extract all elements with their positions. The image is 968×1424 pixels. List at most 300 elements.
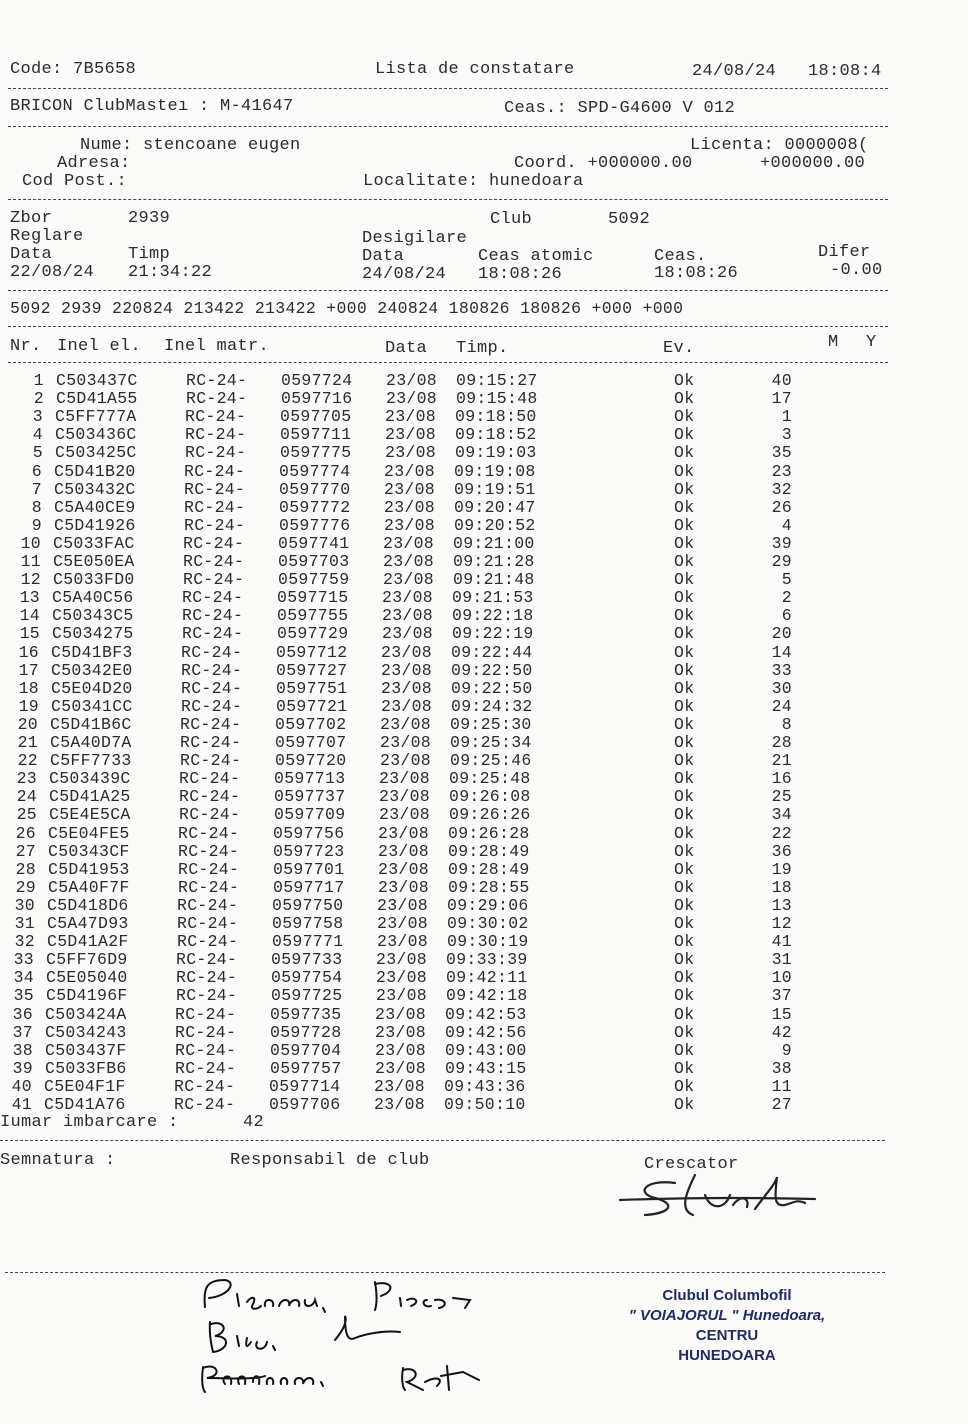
row-21-date: 23/08: [380, 733, 432, 752]
row-30-matr: 0597750: [272, 895, 344, 915]
difference-label: Difer: [818, 243, 871, 262]
row-29-ev: Ok: [674, 877, 695, 897]
row-20-m: 8: [781, 714, 792, 734]
row-17-ev: Ok: [674, 660, 695, 680]
row-25-m: 34: [771, 805, 792, 825]
row-6-ev: Ok: [674, 461, 695, 481]
row-6-date: 23/08: [384, 461, 436, 481]
row-30-inel-el: C5D418D6: [47, 895, 129, 915]
row-21-series: RC-24-: [180, 733, 242, 752]
locality: Localitate: hunedoara: [363, 172, 584, 191]
row-5-nr: 5: [32, 443, 43, 463]
row-3-time: 09:18:50: [455, 407, 537, 427]
row-37-m: 42: [771, 1022, 792, 1042]
row-10-m: 39: [771, 533, 792, 553]
row-5-matr: 0597775: [280, 443, 352, 463]
row-32-ev: Ok: [674, 932, 695, 952]
row-33-nr: 33: [13, 950, 34, 970]
row-26-date: 23/08: [378, 823, 430, 843]
row-18-inel-el: C5E04D20: [51, 678, 133, 698]
row-32-nr: 32: [14, 932, 35, 952]
row-15-nr: 15: [19, 624, 40, 644]
row-32-m: 41: [771, 932, 792, 952]
row-22-ev: Ok: [674, 751, 695, 771]
row-14-series: RC-24-: [182, 606, 244, 626]
row-41-inel-el: C5D41A76: [44, 1095, 126, 1114]
row-8-inel-el: C5A40CE9: [54, 497, 136, 517]
address-label: Adresa:: [57, 154, 131, 173]
divider: [8, 290, 888, 291]
row-19-matr: 0597721: [276, 696, 348, 716]
row-31-ev: Ok: [674, 914, 695, 933]
row-40-date: 23/08: [374, 1076, 426, 1096]
row-6-time: 09:19:08: [454, 461, 536, 481]
row-34-inel-el: C5E05040: [46, 968, 128, 988]
row-19-nr: 19: [18, 696, 39, 716]
row-40-series: RC-24-: [174, 1076, 236, 1096]
atomic-clock-label: Ceas atomic: [478, 247, 594, 266]
row-37-inel-el: C5034243: [45, 1022, 127, 1042]
row-40-ev: Ok: [674, 1076, 695, 1096]
row-25-ev: Ok: [674, 805, 695, 825]
row-23-time: 09:25:48: [449, 769, 531, 789]
row-17-matr: 0597727: [276, 660, 348, 680]
row-4-matr: 0597711: [280, 425, 352, 445]
row-22-matr: 0597720: [275, 751, 347, 771]
col-header-data: Data: [385, 339, 428, 358]
row-18-nr: 18: [18, 678, 39, 698]
row-17-m: 33: [771, 660, 792, 680]
row-38-date: 23/08: [375, 1040, 427, 1060]
row-21-ev: Ok: [674, 733, 695, 752]
row-1-matr: 0597724: [281, 371, 353, 390]
row-18-ev: Ok: [674, 678, 695, 698]
row-4-time: 09:18:52: [455, 425, 537, 445]
row-10-series: RC-24-: [183, 533, 245, 553]
row-8-date: 23/08: [384, 497, 436, 517]
row-28-inel-el: C5D41953: [48, 859, 130, 879]
row-37-nr: 37: [12, 1022, 33, 1042]
row-7-m: 32: [771, 479, 792, 499]
col-header-inel-el: Inel el.: [57, 337, 142, 356]
row-23-nr: 23: [16, 769, 37, 789]
row-5-time: 09:19:03: [455, 443, 537, 463]
row-1-nr: 1: [33, 371, 44, 390]
col-header-m: M: [828, 333, 839, 352]
row-33-ev: Ok: [674, 950, 695, 970]
row-18-matr: 0597751: [276, 678, 348, 698]
row-39-ev: Ok: [674, 1058, 695, 1078]
row-9-ev: Ok: [674, 515, 695, 535]
row-38-inel-el: C503437F: [45, 1040, 127, 1060]
print-date: 24/08/24: [692, 62, 777, 81]
row-25-nr: 25: [16, 805, 37, 825]
club-label: Club: [490, 210, 533, 229]
row-10-matr: 0597741: [278, 533, 350, 553]
col-header-inel-matr: Inel matr.: [164, 337, 270, 356]
reglare-time-label: Timp: [128, 245, 171, 264]
row-12-date: 23/08: [383, 570, 435, 590]
row-39-matr: 0597757: [270, 1058, 342, 1078]
row-34-m: 10: [771, 968, 792, 988]
row-29-m: 18: [771, 877, 792, 897]
row-7-matr: 0597770: [279, 479, 351, 499]
row-24-m: 25: [771, 787, 792, 807]
row-2-nr: 2: [33, 389, 44, 409]
row-38-nr: 38: [12, 1040, 33, 1060]
row-17-nr: 17: [18, 660, 39, 680]
row-13-nr: 13: [19, 588, 40, 608]
row-4-nr: 4: [32, 425, 43, 445]
row-20-inel-el: C5D41B6C: [50, 714, 132, 734]
device-label: BRICON ClubMasteı : M-41647: [10, 97, 294, 116]
row-36-inel-el: C503424A: [45, 1004, 127, 1024]
row-20-series: RC-24-: [180, 714, 242, 734]
row-19-inel-el: C50341CC: [51, 696, 133, 716]
row-6-matr: 0597774: [279, 461, 351, 481]
row-24-time: 09:26:08: [449, 787, 531, 807]
row-21-matr: 0597707: [275, 733, 347, 752]
row-28-nr: 28: [15, 859, 36, 879]
print-time: 18:08:4: [808, 62, 882, 81]
row-7-nr: 7: [31, 479, 42, 499]
row-16-matr: 0597712: [276, 642, 348, 662]
row-16-inel-el: C5D41BF3: [51, 642, 133, 662]
clock-label: Ceas.: SPD-G4600 V 012: [504, 99, 736, 118]
row-35-inel-el: C5D4196F: [46, 986, 128, 1006]
signature-label: Semnatura :: [0, 1151, 116, 1170]
row-39-inel-el: C5033FB6: [45, 1058, 127, 1078]
row-13-series: RC-24-: [182, 588, 244, 608]
row-9-date: 23/08: [384, 515, 436, 535]
row-13-date: 23/08: [382, 588, 434, 608]
row-28-time: 09:28:49: [448, 859, 530, 879]
row-33-series: RC-24-: [176, 950, 238, 970]
row-40-m: 11: [771, 1076, 792, 1096]
row-31-time: 09:30:02: [447, 914, 529, 933]
row-30-series: RC-24-: [177, 895, 239, 915]
row-8-matr: 0597772: [279, 497, 351, 517]
flight-number: 2939: [128, 209, 171, 228]
row-10-inel-el: C5033FAC: [53, 533, 135, 553]
total-pigeons-value: 42: [243, 1113, 265, 1132]
row-32-matr: 0597771: [272, 932, 344, 952]
row-36-date: 23/08: [375, 1004, 427, 1024]
row-32-date: 23/08: [377, 932, 429, 952]
row-23-m: 16: [771, 769, 792, 789]
row-22-m: 21: [771, 751, 792, 771]
row-35-m: 37: [771, 986, 792, 1006]
code-label: Code: 7B5658: [10, 60, 137, 79]
row-14-m: 6: [781, 606, 792, 626]
row-7-ev: Ok: [674, 479, 695, 499]
row-31-date: 23/08: [377, 914, 429, 933]
row-2-matr: 0597716: [281, 389, 353, 409]
row-5-inel-el: C503425C: [55, 443, 137, 463]
divider: [8, 326, 888, 327]
row-10-time: 09:21:00: [453, 533, 535, 553]
stamp-line-3: CENTRU: [695, 1327, 759, 1344]
row-26-nr: 26: [15, 823, 36, 843]
row-3-nr: 3: [32, 407, 43, 427]
row-40-matr: 0597714: [269, 1076, 341, 1096]
row-24-ev: Ok: [674, 787, 695, 807]
row-41-matr: 0597706: [269, 1095, 341, 1114]
row-35-matr: 0597725: [271, 986, 343, 1006]
row-34-date: 23/08: [376, 968, 428, 988]
col-header-nr: Nr.: [10, 337, 42, 356]
row-5-m: 35: [771, 443, 792, 463]
row-40-nr: 40: [11, 1076, 32, 1096]
licence-number: Licenta: 0000008(: [690, 136, 869, 155]
row-37-series: RC-24-: [175, 1022, 237, 1042]
row-9-m: 4: [781, 515, 792, 535]
row-11-time: 09:21:28: [453, 552, 535, 571]
row-30-ev: Ok: [674, 895, 695, 915]
row-4-inel-el: C503436C: [55, 425, 137, 445]
row-37-matr: 0597728: [270, 1022, 342, 1042]
row-38-series: RC-24-: [175, 1040, 237, 1060]
row-22-time: 09:25:46: [450, 751, 532, 771]
row-24-date: 23/08: [379, 787, 431, 807]
row-20-date: 23/08: [380, 714, 432, 734]
row-29-inel-el: C5A40F7F: [48, 877, 130, 897]
row-33-date: 23/08: [376, 950, 428, 970]
row-26-matr: 0597756: [273, 823, 345, 843]
col-header-ev: Ev.: [663, 339, 695, 358]
row-19-date: 23/08: [381, 696, 433, 716]
col-header-y: Y: [866, 333, 877, 352]
row-8-series: RC-24-: [184, 497, 246, 517]
row-19-m: 24: [771, 696, 792, 716]
row-18-time: 09:22:50: [451, 678, 533, 698]
divider: [8, 126, 888, 127]
row-34-time: 09:42:11: [446, 968, 528, 988]
row-3-m: 1: [781, 407, 792, 427]
row-7-date: 23/08: [384, 479, 436, 499]
reglare-label: Reglare: [10, 227, 84, 246]
row-2-inel-el: C5D41A55: [56, 389, 138, 409]
summary-code-line: 5092 2939 220824 213422 213422 +000 240824 180826 180826 +000 +000: [10, 299, 684, 318]
owner-name: Nume: stencoane eugen: [80, 136, 301, 155]
row-14-nr: 14: [19, 606, 40, 626]
row-9-nr: 9: [31, 515, 42, 535]
row-40-inel-el: C5E04F1F: [44, 1076, 126, 1096]
row-8-m: 26: [771, 497, 792, 517]
row-28-date: 23/08: [378, 859, 430, 879]
row-16-series: RC-24-: [181, 642, 243, 662]
row-3-date: 23/08: [385, 407, 437, 427]
row-29-date: 23/08: [378, 877, 430, 897]
row-12-ev: Ok: [674, 570, 695, 590]
row-29-nr: 29: [15, 877, 36, 897]
row-31-matr: 0597758: [272, 914, 344, 933]
row-29-time: 09:28:55: [448, 877, 530, 897]
row-29-series: RC-24-: [178, 877, 240, 897]
row-25-date: 23/08: [379, 805, 431, 825]
row-18-date: 23/08: [381, 678, 433, 698]
row-20-matr: 0597702: [275, 714, 347, 734]
row-3-series: RC-24-: [185, 407, 247, 427]
row-35-nr: 35: [13, 986, 34, 1006]
row-14-date: 23/08: [382, 606, 434, 626]
row-36-ev: Ok: [674, 1004, 695, 1024]
row-11-inel-el: C5E050EA: [53, 552, 135, 571]
row-31-nr: 31: [14, 914, 35, 933]
row-3-inel-el: C5FF777A: [55, 407, 137, 427]
divider: [8, 199, 888, 200]
row-27-m: 36: [771, 841, 792, 861]
row-28-m: 19: [771, 859, 792, 879]
club-officials-label: Responsabil de club: [230, 1151, 430, 1170]
row-37-ev: Ok: [674, 1022, 695, 1042]
row-19-series: RC-24-: [181, 696, 243, 716]
document-title: Lista de constatare: [375, 60, 575, 79]
row-35-time: 09:42:18: [446, 986, 528, 1006]
row-36-matr: 0597735: [270, 1004, 342, 1024]
col-header-timp: Timp.: [456, 339, 509, 358]
row-5-date: 23/08: [385, 443, 437, 463]
row-22-series: RC-24-: [180, 751, 242, 771]
row-2-series: RC-24-: [186, 389, 248, 409]
row-26-inel-el: C5E04FE5: [48, 823, 130, 843]
row-14-time: 09:22:18: [452, 606, 534, 626]
row-25-inel-el: C5E4E5CA: [49, 805, 131, 825]
row-16-m: 14: [771, 642, 792, 662]
row-2-ev: Ok: [674, 389, 695, 409]
row-19-time: 09:24:32: [451, 696, 533, 716]
row-9-inel-el: C5D41926: [54, 515, 136, 535]
row-19-ev: Ok: [674, 696, 695, 716]
difference-value: -0.00: [830, 261, 883, 280]
row-13-inel-el: C5A40C56: [52, 588, 134, 608]
row-17-time: 09:22:50: [451, 660, 533, 680]
row-2-date: 23/08: [386, 389, 438, 409]
row-3-matr: 0597705: [280, 407, 352, 427]
stamp-line-4: HUNEDOARA: [678, 1347, 776, 1364]
row-5-series: RC-24-: [185, 443, 247, 463]
row-34-matr: 0597754: [271, 968, 343, 988]
handwritten-signatures: [195, 1272, 495, 1397]
breeder-signature: [615, 1165, 825, 1220]
row-39-series: RC-24-: [175, 1058, 237, 1078]
row-12-time: 09:21:48: [453, 570, 535, 590]
stamp-line-2: " VOIAJORUL " Hunedoara,: [628, 1307, 826, 1324]
coordinates-secondary: +000000.00: [760, 154, 866, 173]
row-11-date: 23/08: [383, 552, 435, 571]
row-32-inel-el: C5D41A2F: [47, 932, 129, 952]
row-41-date: 23/08: [374, 1095, 426, 1114]
row-41-ev: Ok: [674, 1095, 695, 1114]
row-36-series: RC-24-: [175, 1004, 237, 1024]
row-41-time: 09:50:10: [444, 1095, 526, 1114]
row-33-inel-el: C5FF76D9: [46, 950, 128, 970]
club-number: 5092: [608, 210, 651, 229]
row-33-m: 31: [771, 950, 792, 970]
row-36-m: 15: [771, 1004, 792, 1024]
row-23-date: 23/08: [379, 769, 431, 789]
row-11-series: RC-24-: [183, 552, 245, 571]
row-41-series: RC-24-: [174, 1095, 236, 1114]
row-14-inel-el: C50343C5: [52, 606, 134, 626]
row-20-ev: Ok: [674, 714, 695, 734]
desigilare-date-label: Data: [362, 247, 405, 266]
row-11-matr: 0597703: [278, 552, 350, 571]
row-4-m: 3: [781, 425, 792, 445]
row-9-matr: 0597776: [279, 515, 351, 535]
row-15-inel-el: C5034275: [52, 624, 134, 644]
row-38-time: 09:43:00: [445, 1040, 527, 1060]
row-30-nr: 30: [14, 895, 35, 915]
row-31-series: RC-24-: [177, 914, 239, 933]
clock-time: 18:08:26: [654, 264, 739, 283]
row-11-nr: 11: [20, 552, 41, 571]
row-12-m: 5: [781, 570, 792, 590]
row-29-matr: 0597717: [273, 877, 345, 897]
row-38-ev: Ok: [674, 1040, 695, 1060]
row-20-nr: 20: [17, 714, 38, 734]
row-1-ev: Ok: [674, 371, 695, 390]
row-14-ev: Ok: [674, 606, 695, 626]
divider: [8, 88, 888, 89]
row-10-date: 23/08: [383, 533, 435, 553]
row-18-series: RC-24-: [181, 678, 243, 698]
row-28-series: RC-24-: [178, 859, 240, 879]
row-25-series: RC-24-: [179, 805, 241, 825]
row-31-m: 12: [771, 914, 792, 933]
desigilare-label: Desigilare: [362, 229, 468, 248]
row-24-series: RC-24-: [179, 787, 241, 807]
flight-label: Zbor: [10, 209, 53, 228]
row-16-ev: Ok: [674, 642, 695, 662]
row-4-ev: Ok: [674, 425, 695, 445]
row-18-m: 30: [771, 678, 792, 698]
row-13-ev: Ok: [674, 588, 695, 608]
row-26-time: 09:26:28: [448, 823, 530, 843]
row-23-inel-el: C503439C: [49, 769, 131, 789]
row-1-date: 23/08: [386, 371, 438, 390]
reglare-date-label: Data: [10, 245, 53, 264]
row-33-matr: 0597733: [271, 950, 343, 970]
row-2-time: 09:15:48: [456, 389, 538, 409]
row-27-time: 09:28:49: [448, 841, 530, 861]
row-39-nr: 39: [12, 1058, 33, 1078]
row-25-matr: 0597709: [274, 805, 346, 825]
row-9-series: RC-24-: [184, 515, 246, 535]
reglare-time: 21:34:22: [128, 263, 213, 282]
row-30-date: 23/08: [377, 895, 429, 915]
row-7-inel-el: C503432C: [54, 479, 136, 499]
row-22-inel-el: C5FF7733: [50, 751, 132, 771]
row-6-series: RC-24-: [184, 461, 246, 481]
stamp-line-1: Clubul Columbofil: [662, 1287, 792, 1304]
clock-time-label: Ceas.: [654, 247, 707, 266]
row-23-ev: Ok: [674, 769, 695, 789]
row-16-time: 09:22:44: [451, 642, 533, 662]
row-28-matr: 0597701: [273, 859, 345, 879]
row-30-m: 13: [771, 895, 792, 915]
row-15-date: 23/08: [382, 624, 434, 644]
row-37-time: 09:42:56: [445, 1022, 527, 1042]
reglare-date: 22/08/24: [10, 263, 95, 282]
row-27-date: 23/08: [378, 841, 430, 861]
row-40-time: 09:43:36: [444, 1076, 526, 1096]
row-21-nr: 21: [17, 733, 38, 752]
row-12-nr: 12: [20, 570, 41, 590]
row-41-m: 27: [771, 1095, 792, 1114]
row-26-series: RC-24-: [178, 823, 240, 843]
row-13-matr: 0597715: [277, 588, 349, 608]
